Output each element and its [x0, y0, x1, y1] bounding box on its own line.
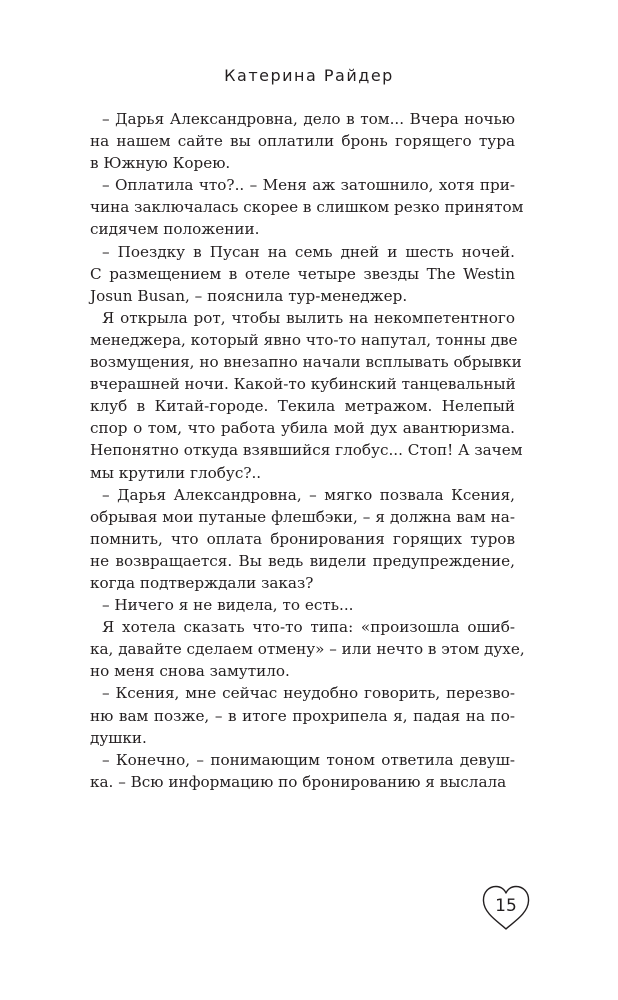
paragraph: [90, 174, 524, 240]
text-line: ка. – Всю информацию по бронированию я выслала: [90, 772, 507, 791]
text-line: когда подтверждали заказ?: [90, 573, 314, 592]
text-line: вчерашней ночи. Какой-то кубинский танцевальный: [90, 375, 516, 394]
paragraph: [90, 484, 515, 594]
text-line: обрывая мои путаные флешбэки, – я должна вам на-: [90, 507, 515, 526]
page-number: 15: [495, 896, 517, 916]
text-line: чина заключалась скорее в слишком резко принятом: [90, 198, 524, 217]
text-line: – Оплатила что?.. – Меня аж затошнило, хотя при-: [102, 176, 515, 195]
text-line: спор о том, что работа убила мой дух авантюризма.: [90, 419, 515, 438]
paragraph: [90, 594, 515, 616]
text-line: С размещением в отеле четыре звезды The Westin: [90, 264, 515, 283]
text-line: – Ничего я не видела, то есть...: [102, 596, 354, 615]
text-line: – Дарья Александровна, – мягко позвала Ксения,: [102, 485, 515, 504]
text-line: Я открыла рот, чтобы вылить на некомпетентного: [102, 308, 515, 327]
text-line: Непонятно откуда взявшийся глобус... Стоп! А зачем: [90, 441, 523, 460]
text-line: – Дарья Александровна, дело в том... Вчера ночью: [102, 110, 515, 128]
paragraph: [90, 682, 515, 748]
text-line: помнить, что оплата бронирования горящих туров: [90, 529, 515, 548]
paragraph: [90, 307, 523, 484]
text-line: в Южную Корею.: [90, 154, 231, 173]
running-header: Катерина Райдер: [224, 66, 394, 85]
text-line: возмущения, но внезапно начали всплывать обрывки: [90, 353, 522, 372]
text-line: душки.: [90, 728, 147, 747]
text-line: Josun Busan, – пояснила тур-менеджер.: [90, 286, 408, 305]
text-line: сидячем положении.: [90, 220, 260, 239]
paragraph: [90, 108, 515, 174]
text-line: – Ксения, мне сейчас неудобно говорить, перезво-: [102, 684, 515, 703]
text-line: ка, давайте сделаем отмену» – или нечто в этом духе,: [90, 640, 525, 659]
text-line: не возвращается. Вы ведь видели предупреждение,: [90, 551, 515, 570]
text-line: мы крутили глобус?..: [90, 463, 262, 482]
text-line: – Поездку в Пусан на семь дней и шесть ночей.: [102, 242, 515, 261]
text-line: ню вам позже, – в итоге прохрипела я, падая на по-: [90, 706, 515, 725]
text-line: Я хотела сказать что-то типа: «произошла ошиб-: [102, 618, 515, 637]
paragraph: [90, 241, 515, 307]
paragraph: [90, 749, 515, 793]
text-line: менеджера, который явно что-то напутал, тонны две: [90, 330, 518, 349]
text-line: но меня снова замутило.: [90, 662, 290, 681]
text-line: клуб в Китай-городе. Текила метражом. Нелепый: [90, 397, 515, 416]
text-line: на нашем сайте вы оплатили бронь горящего тура: [90, 132, 515, 151]
paragraph: [90, 616, 525, 682]
text-line: – Конечно, – понимающим тоном ответила девуш-: [102, 750, 515, 769]
body-text: [90, 108, 525, 793]
